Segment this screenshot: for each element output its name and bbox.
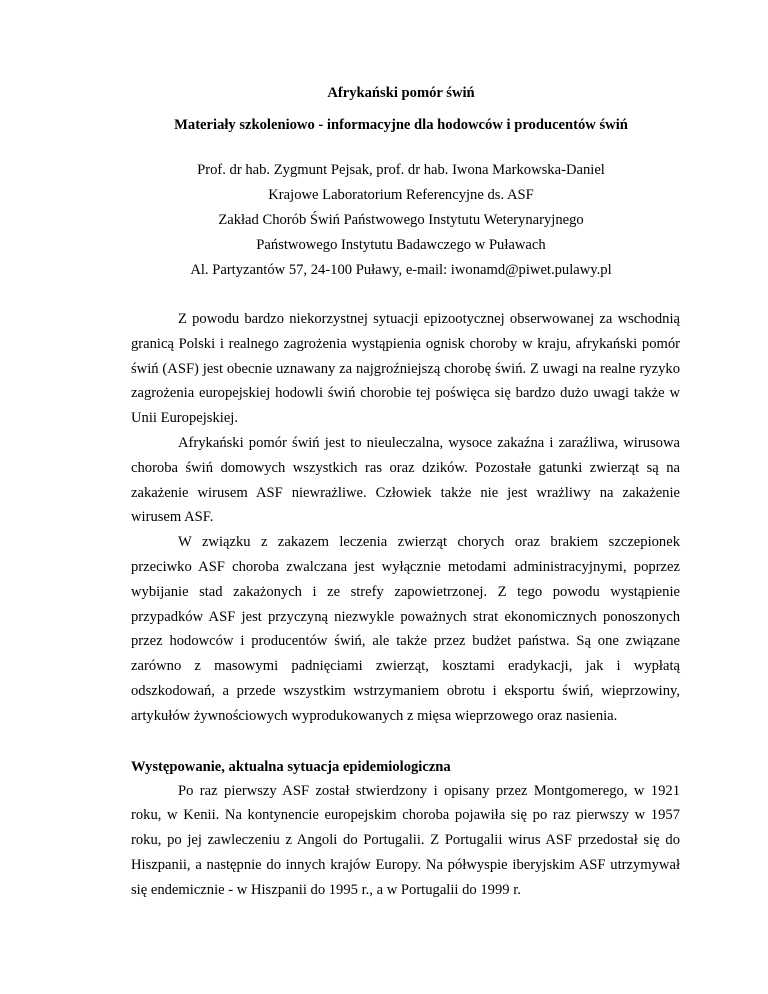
body-paragraph: Po raz pierwszy ASF został stwierdzony i opisany przez Montgomerego, w 1921 roku, w Kenii. Na kontynencie europejskim choroba pojawiła się po raz pierwszy w 1957 roku, po jej zawleczeniu z Angoli do Portugalii. Z Portugalii wirus ASF przedostał się do Hiszpanii, a następnie do innych krajów Europy. Na półwyspie iberyjskim ASF utrzymywał się endemicznie - w Hiszpanii do 1995 r., a w Portugalii do 1999 r. [131, 782, 680, 898]
author-affiliation-lab: Krajowe Laboratorium Referencyjne ds. ASF [268, 187, 534, 203]
document-title: Afrykański pomór świń [327, 85, 475, 101]
author-block [121, 158, 681, 283]
author-address: Al. Partyzantów 57, 24-100 Puławy, e-mail: iwonamd@piwet.pulawy.pl [190, 262, 612, 278]
body-paragraph: W związku z zakazem leczenia zwierząt chorych oraz brakiem szczepionek przeciwko ASF choroba zwalczana jest wyłącznie metodami administracyjnymi, poprzez wybijanie stad zakażonych i ze strefy zapowietrzonej. Z tego powodu wystąpienie przypadków ASF jest przyczyną niezwykle poważnych strat ekonomicznych ponoszonych przez hodowców i producentów świń, ale także przez budżet państwa. Są one związane zarówno z masowymi padnięciami zwierząt, kosztami eradykacji, jak i wypłatą odszkodowań, a przede wszystkim wstrzymaniem obrotu i eksportu świń, wieprzowiny, artykułów żywnościowych wyprodukowanych z mięsa wieprzowego oraz nasienia. [131, 534, 680, 724]
author-names: Prof. dr hab. Zygmunt Pejsak, prof. dr hab. Iwona Markowska-Daniel [197, 162, 605, 178]
body-paragraph: Z powodu bardzo niekorzystnej sytuacji epizootycznej obserwowanej za wschodnią granicą Polski i realnego zagrożenia wystąpienia ognisk choroby w kraju, afrykański pomór świń (ASF) jest obecnie uznawany za najgroźniejszą chorobę świń. Z uwagi na realne ryzyko zagrożenia europejskiej hodowli świń chorobie tej poświęca się bardzo dużo uwagi także w Unii Europejskiej. [131, 311, 680, 427]
section-heading: Występowanie, aktualna sytuacja epidemiologiczna [131, 758, 451, 775]
body-paragraph: Afrykański pomór świń jest to nieuleczalna, wysoce zakaźna i zaraźliwa, wirusowa choroba świń domowych wszystkich ras oraz dzików. Pozostałe gatunki zwierząt są na zakażenie wirusem ASF niewrażliwe. Człowiek także nie jest wrażliwy na zakażenie wirusem ASF. [131, 434, 680, 526]
author-affiliation-department: Zakład Chorób Świń Państwowego Instytutu Weterynaryjnego [218, 212, 584, 228]
author-affiliation-institute: Państwowego Instytutu Badawczego w Puławach [256, 237, 546, 253]
document-subtitle: Materiały szkoleniowo - informacyjne dla hodowców i producentów świń [174, 117, 628, 133]
document-body [131, 307, 680, 903]
